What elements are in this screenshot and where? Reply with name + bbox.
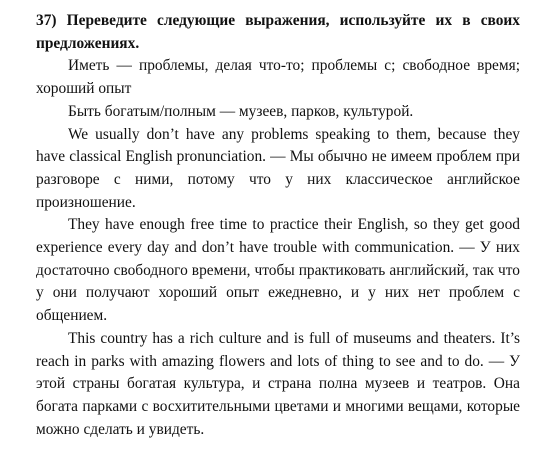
expression-have: Иметь — проблемы, делая что-то; проблемы с; свободное время; хороший опыт: [36, 57, 520, 98]
sentence-free-time: They have enough free time to practice their English, so they get good experience every day and don’t have trouble with communication. — У них достаточно свободного времени, чтобы практиковать английский, так что у они получают хороший опыт ежедневно, и у них нет проблем с общением.: [36, 216, 520, 325]
expression-be-rich: Быть богатым/полным — музеев, парков, культурой.: [68, 102, 414, 120]
sentence-culture: This country has a rich culture and is full of museums and theaters. It’s reach in parks with amazing flowers and lots of thing to see and to do. — У этой страны богатая культура, и страна полна музеев и театров. Она богата парками с восхитительными цветами и многими вещами, которые можно сделать и увидеть.: [36, 329, 520, 438]
task-heading: 37) Переведите следующие выражения, используйте их в своих предложениях.: [36, 12, 520, 52]
exercise-page: [36, 10, 520, 441]
sentence-pronunciation: We usually don’t have any problems speaking to them, because they have classical English pronunciation. — Мы обычно не имеем проблем при разговоре с ними, потому что у них классическое английское произношение.: [36, 125, 520, 211]
